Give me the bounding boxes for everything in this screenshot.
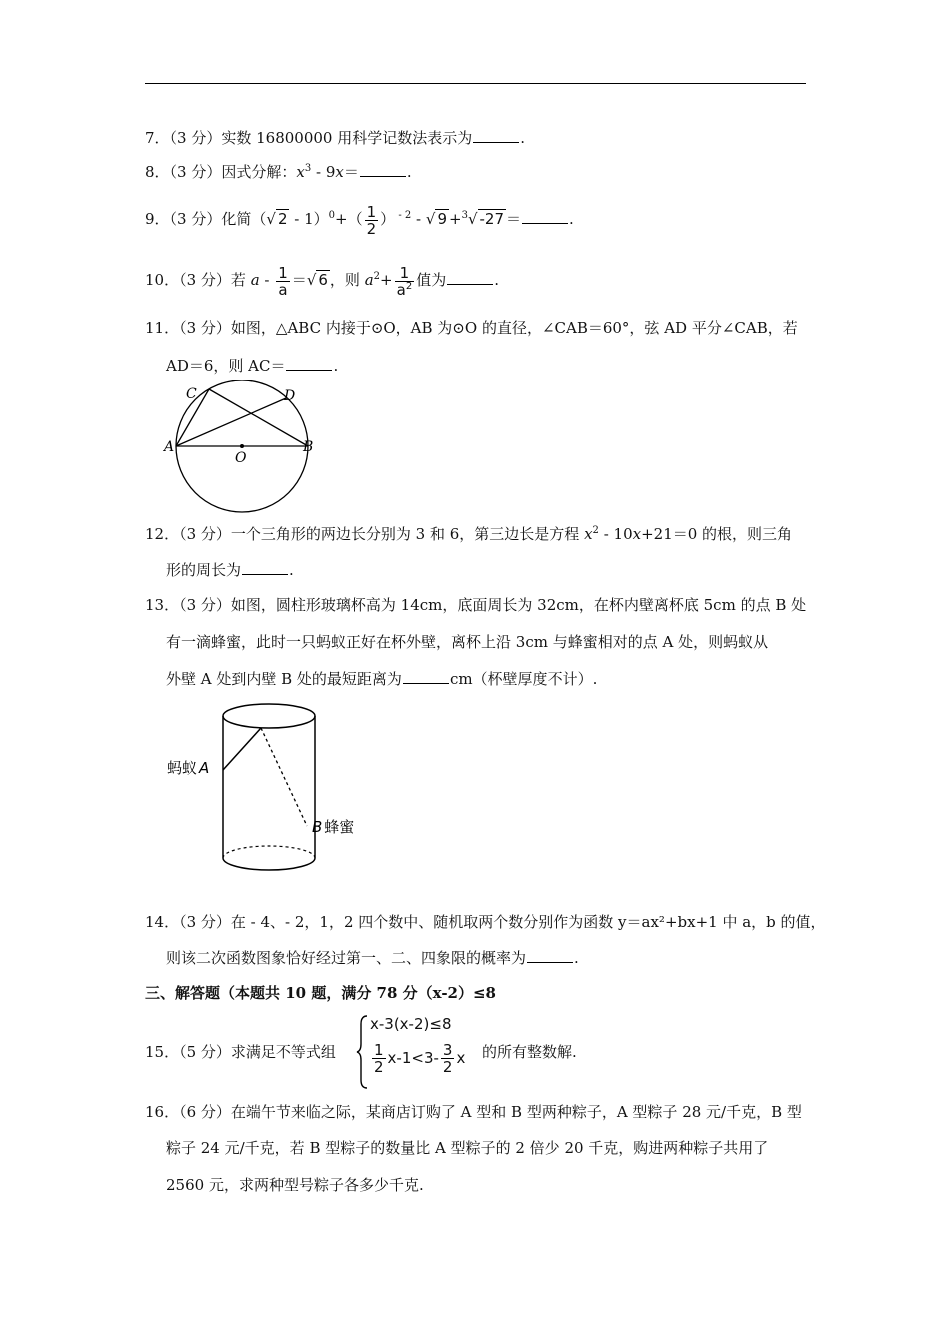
answer-blank[interactable] bbox=[242, 560, 288, 575]
fraction-half: $\frac{1}{2}$ bbox=[366, 202, 377, 238]
honey-label: B 蜂蜜 bbox=[312, 818, 355, 836]
section-3-title: 三、解答题（本题共 10 题，满分 78 分（x-2）≤8 bbox=[145, 984, 496, 1002]
cylinder-bottom-back bbox=[223, 846, 315, 858]
question-16-line1: 16．（6 分）在端午节来临之际，某商店订购了 A 型和 B 型两种粽子，A 型粽子 28 元/千克，B 型 bbox=[145, 1103, 802, 1121]
center-point bbox=[240, 444, 244, 448]
question-16-line3: 2560 元，求两种型号粽子各多少千克. bbox=[166, 1176, 424, 1194]
brace-icon bbox=[355, 1014, 369, 1090]
question-13-line2: 有一滴蜂蜜，此时一只蚂蚁正好在杯外壁，离杯上沿 3cm 与蜂蜜相对的点 A 处，则蚂蚁从 bbox=[166, 633, 769, 651]
label-a: A bbox=[164, 439, 175, 455]
fraction-1-over-a: $\frac{1}{a}$ bbox=[278, 263, 288, 299]
question-7: 7．（3 分）实数 16800000 用科学记数法表示为 . bbox=[145, 129, 526, 147]
answer-blank[interactable] bbox=[527, 948, 573, 963]
question-12-line1: 12．（3 分）一个三角形的两边长分别为 3 和 6，第三边长是方程 $x^2 - 10x+21=0$ 的根，则三角 bbox=[145, 525, 793, 543]
question-13-line3: 外壁 A 处到内壁 B 处的最短距离为 cm（杯壁厚度不计）. bbox=[166, 670, 598, 688]
question-8: 8．（3 分）因式分解：$x^3 - 9x=$ . bbox=[145, 163, 412, 181]
ant-label: 蚂蚁 A bbox=[167, 759, 210, 777]
header-rule bbox=[145, 83, 806, 84]
path-rim-to-b bbox=[261, 728, 307, 826]
fraction-1-over-a2: $\frac{1}{a^2}$ bbox=[396, 263, 413, 299]
question-14-line1: 14．（3 分）在 - 4、- 2，1，2 四个数中、随机取两个数分别作为函数 y＝ax²+bx+1 中 a，b 的值， bbox=[145, 913, 826, 931]
chord-ad bbox=[176, 398, 286, 446]
inequality-2: $\frac{1}{2}$ x-1<3- $\frac{3}{2}$ x bbox=[374, 1041, 466, 1076]
inequality-1: x-3(x-2)≤8 bbox=[370, 1015, 452, 1033]
answer-blank[interactable] bbox=[447, 270, 493, 285]
question-13-line1: 13．（3 分）如图，圆柱形玻璃杯高为 14cm，底面周长为 32cm，在杯内壁离杯底 5cm 的点 B 处 bbox=[145, 596, 807, 614]
answer-blank[interactable] bbox=[522, 209, 568, 224]
answer-blank[interactable] bbox=[360, 162, 406, 177]
question-15-tail: 的所有整数解. bbox=[482, 1043, 577, 1061]
label-o: O bbox=[235, 450, 247, 466]
sqrt-9: √ 9 bbox=[425, 210, 447, 228]
path-a-to-rim bbox=[223, 728, 261, 770]
cylinder-figure bbox=[165, 698, 375, 883]
question-12-line2: 形的周长为 . bbox=[166, 561, 294, 579]
sqrt-2: √ 2 bbox=[266, 210, 288, 228]
label-c: C bbox=[186, 386, 197, 402]
cylinder-top bbox=[223, 704, 315, 728]
question-15: 15．（5 分）求满足不等式组 bbox=[145, 1043, 336, 1061]
question-11-line1: 11．（3 分）如图，△ABC 内接于⊙O，AB 为⊙O 的直径，∠CAB＝60°，弦 AD 平分∠CAB，若 bbox=[145, 319, 798, 337]
cbrt-neg27: √ -27 bbox=[467, 210, 504, 228]
sqrt-6: √ 6 bbox=[306, 271, 328, 289]
question-14-line2: 则该二次函数图象恰好经过第一、二、四象限的概率为 . bbox=[166, 949, 579, 967]
label-b: B bbox=[303, 439, 314, 455]
question-10: 10．（3 分）若 a - $\frac{1}{a}$ ＝√ 6 ，则 $a^2+$ $\frac{1}{a^2}$ 值为 . bbox=[145, 263, 499, 299]
question-11-line2: AD＝6，则 AC＝ . bbox=[166, 357, 339, 375]
cylinder-bottom-front bbox=[223, 858, 315, 870]
answer-blank[interactable] bbox=[403, 669, 449, 684]
question-16-line2: 粽子 24 元/千克，若 B 型粽子的数量比 A 型粽子的 2 倍少 20 千克，购进两种粽子共用了 bbox=[166, 1139, 769, 1157]
answer-blank[interactable] bbox=[286, 356, 332, 371]
question-9: 9．（3 分）化简（√ 2 - 1）$^0$+（ $\frac{1}{2}$ ） $^{- 2}$ - √ 9 +$^3$√ -27 ＝ . bbox=[145, 202, 574, 238]
circle-figure bbox=[160, 380, 330, 515]
answer-blank[interactable] bbox=[473, 128, 519, 143]
label-d: D bbox=[284, 388, 296, 404]
